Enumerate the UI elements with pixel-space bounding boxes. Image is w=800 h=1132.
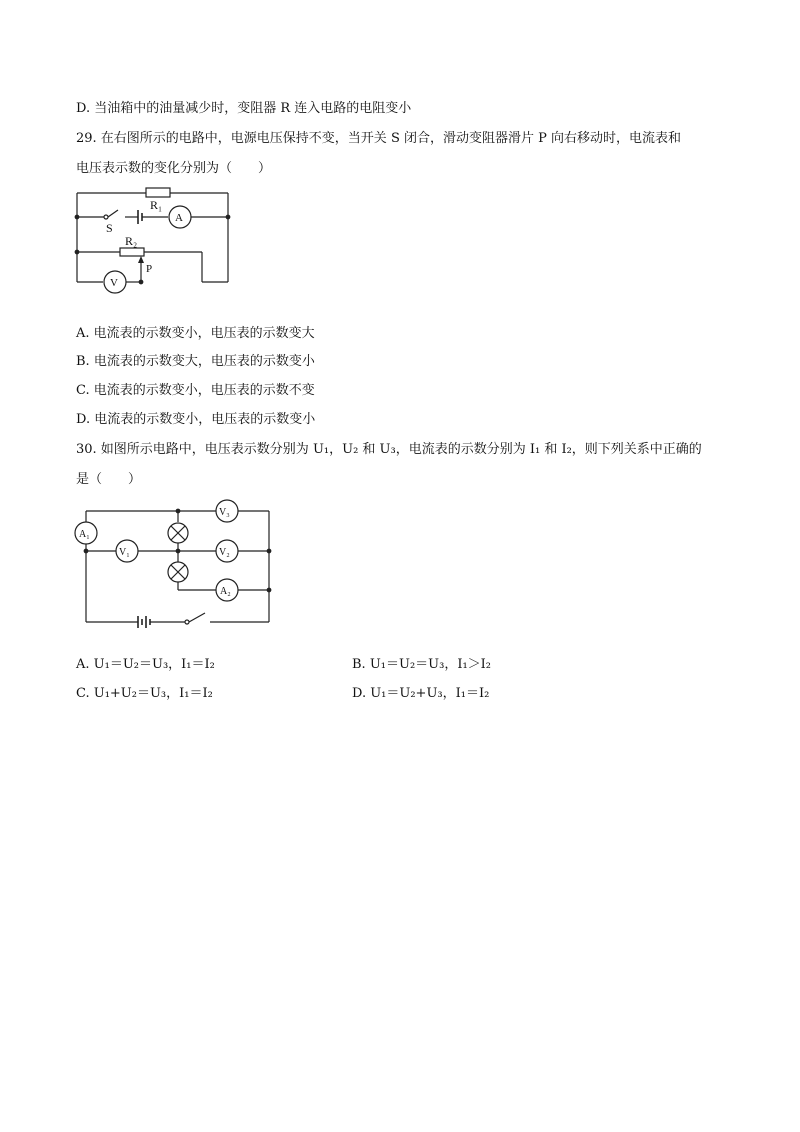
q29-option-a[interactable]: A. 电流表的示数变小，电压表的示数变大 (76, 326, 315, 341)
a2-label: A₂ (220, 586, 231, 597)
q29-stem-line2: 电压表示数的变化分别为（ ） (76, 161, 272, 176)
r2-label: R₂ (125, 234, 138, 248)
q30-circuit-diagram (72, 498, 277, 633)
v1-label: V₁ (119, 547, 130, 558)
switch-s (108, 210, 118, 217)
q30-option-c[interactable]: C. U₁+U₂＝U₃，I₁＝I₂ (76, 686, 213, 701)
r2-resistor (120, 248, 144, 256)
v3-label: V₃ (219, 507, 230, 518)
voltmeter-label: V (110, 277, 118, 289)
q29-circuit-diagram (70, 183, 240, 298)
q30-option-a[interactable]: A. U₁＝U₂＝U₃，I₁＝I₂ (76, 657, 215, 672)
r1-label: R₁ (150, 198, 163, 212)
q29-stem-line1: 29. 在右图所示的电路中，电源电压保持不变，当开关 S 闭合，滑动变阻器滑片 P 向右移动时，电流表和 (76, 131, 681, 146)
q30-stem-line1: 30. 如图所示电路中，电压表示数分别为 U₁，U₂ 和 U₃，电流表的示数分别为 I₁ 和 I₂，则下列关系中正确的 (76, 442, 702, 457)
switch-label: S (106, 221, 113, 235)
switch-icon (189, 613, 205, 622)
q30-stem-line2: 是（ ） (76, 472, 142, 487)
q29-option-c[interactable]: C. 电流表的示数变小，电压表的示数不变 (76, 383, 315, 398)
q30-option-d[interactable]: D. U₁＝U₂+U₃，I₁＝I₂ (352, 686, 490, 701)
q30-option-b[interactable]: B. U₁＝U₂＝U₃，I₁＞I₂ (352, 657, 492, 672)
ammeter-label: A (175, 212, 183, 224)
q29-option-d[interactable]: D. 电流表的示数变小，电压表的示数变小 (76, 412, 316, 427)
v2-label: V₂ (219, 547, 230, 558)
prev-option-d: D. 当油箱中的油量减少时，变阻器 R 连入电路的电阻变小 (76, 101, 412, 116)
a1-label: A₁ (79, 529, 90, 540)
slider-label: P (146, 263, 153, 275)
q29-option-b[interactable]: B. 电流表的示数变大，电压表的示数变小 (76, 354, 315, 369)
r1-resistor (146, 188, 170, 197)
